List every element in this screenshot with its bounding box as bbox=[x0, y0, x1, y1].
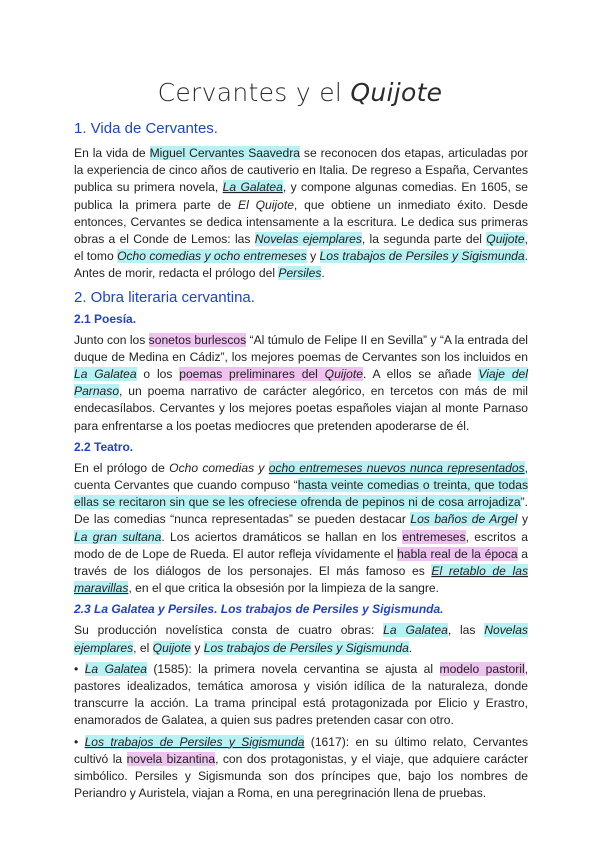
text-run: a través de los diálogos de los personajes. El más famoso es bbox=[74, 546, 528, 579]
text-run: ocho entremeses nuevos nunca representados bbox=[268, 460, 525, 475]
text-run: El retablo de las maravillas bbox=[74, 564, 528, 596]
text-run: , un poema narrativo de carácter alegórico, en tercetos con más de mil endecasílabos. Cervantes y los mejores poetas españoles viajan al monte Parnaso para enfrentarse a los poetas mediocres que pretenden apoderarse de él. bbox=[74, 384, 528, 433]
text-run: poemas preliminares del bbox=[179, 367, 325, 382]
text-run: “Al túmulo de Felipe II en Sevilla” y “A la entrada del duque de Medina en Cádiz”, los mejores poemas de Cervantes son los incluidos en bbox=[74, 332, 528, 364]
text-run: Persiles bbox=[278, 266, 322, 281]
text-run: (1585): la primera novela cervantina se ajusta al bbox=[146, 661, 440, 676]
text-run: , la segunda parte del bbox=[361, 232, 487, 247]
text-run: ”. De las comedias “nunca representadas” se pueden destacar bbox=[74, 495, 528, 527]
text-run: y bbox=[306, 249, 320, 264]
section-2-heading: 2. Obra literaria cervantina. bbox=[74, 288, 255, 306]
text-run: Los trabajos de Persiles y Sigismunda bbox=[319, 249, 525, 264]
text-run: La Galatea bbox=[84, 661, 147, 676]
text-run: . Antes de morir, redacta el prólogo del bbox=[74, 249, 529, 281]
text-run: Ocho comedias y ocho entremeses bbox=[117, 249, 307, 264]
text-run: . bbox=[408, 640, 413, 655]
text-run: Junto con los bbox=[74, 332, 149, 347]
text-run: se reconocen dos etapas, articuladas por la experiencia de cinco años de cautiverio en Italia. De regreso a España, Cervantes publica su primera novela, bbox=[74, 146, 528, 195]
text-run: entremeses bbox=[402, 529, 466, 544]
document-body bbox=[74, 119, 528, 803]
text-run: . bbox=[321, 266, 325, 281]
text-run: novela bizantina bbox=[126, 751, 216, 766]
text-run: modelo pastoril bbox=[439, 661, 525, 676]
text-run: . A ellos se añade bbox=[362, 367, 479, 382]
section-1-heading: 1. Vida de Cervantes. bbox=[74, 120, 218, 137]
text-run: Quijote bbox=[486, 232, 525, 247]
text-run: , con dos protagonistas, y el viaje, que adquiere carácter simbólico. Persiles y Sigismunda son dos príncipes que, bajo los nombres de Periandro y Auristela, viajan a Roma, en una peregrinación llena de pruebas. bbox=[74, 751, 528, 801]
text-run: y bbox=[190, 640, 204, 655]
section-2-1-heading: 2.1 Poesía. bbox=[74, 311, 137, 326]
section-1-paragraph bbox=[74, 145, 528, 283]
section-2-2-paragraph bbox=[74, 460, 528, 598]
text-run: La Galatea bbox=[383, 623, 448, 638]
text-run: Quijote bbox=[324, 367, 363, 382]
title-text: Cervantes y el bbox=[157, 78, 343, 107]
text-run: , en el que critica la obsesión por la limpieza de la sangre. bbox=[128, 581, 440, 596]
text-run: La Galatea bbox=[222, 180, 283, 195]
text-run: , cuenta Cervantes que cuando compuso “ bbox=[74, 460, 528, 493]
page-title bbox=[0, 78, 600, 107]
title-italic: Quijote bbox=[350, 78, 443, 107]
bullet-persiles bbox=[74, 734, 528, 803]
text-run: . Los aciertos dramáticos se hallan en los bbox=[161, 529, 403, 544]
text-run: Viaje del Parnaso bbox=[74, 367, 528, 399]
text-run: Miguel Cervantes Saavedra bbox=[149, 146, 300, 160]
text-run: y bbox=[517, 512, 528, 527]
section-2-3-intro bbox=[74, 622, 528, 656]
text-run: , el tomo bbox=[74, 232, 528, 264]
text-run: Los baños de Argel bbox=[410, 512, 518, 527]
text-run: • bbox=[74, 734, 85, 749]
text-run: Quijote bbox=[152, 640, 191, 655]
bullet-la-galatea bbox=[74, 661, 528, 730]
text-run: La gran sultana bbox=[74, 529, 162, 544]
text-run: Los trabajos de Persiles y Sigismunda bbox=[84, 734, 305, 749]
text-run: , el bbox=[133, 640, 153, 655]
text-run: • bbox=[74, 661, 85, 676]
text-run: Novelas ejemplares bbox=[254, 232, 362, 247]
text-run: , pastores idealizados, temática amorosa y visión idílica de la naturaleza, donde transcurre la acción. La trama principal está protagonizada por Elicio y Erastro, enamorados de Galatea, a quien sus padres pretenden casar con otro. bbox=[74, 661, 529, 728]
text-run: Los trabajos de Persiles y Sigismunda bbox=[203, 640, 409, 655]
text-run: hasta veinte comedias o treinta, que todas ellas se recitaron sin que se les ofreciese ofrenda de pepinos ni de cosa arrojadiza bbox=[74, 478, 528, 510]
text-run: Su producción novelística consta de cuatro obras: bbox=[74, 623, 384, 638]
text-run: , y compone algunas comedias. En 1605, se publica la primera parte de bbox=[74, 180, 529, 212]
text-run: o los bbox=[136, 367, 180, 382]
text-run: habla real de la época bbox=[397, 546, 518, 561]
section-2-1-paragraph bbox=[74, 332, 528, 435]
text-run: La Galatea bbox=[74, 367, 137, 382]
text-run: El Quijote bbox=[238, 197, 294, 212]
text-run: , escritos a modo de de Lope de Rueda. El autor refleja vívidamente el bbox=[74, 529, 528, 561]
text-run: , las bbox=[447, 623, 485, 638]
text-run: Ocho comedias y bbox=[169, 460, 269, 475]
text-run: En la vida de bbox=[74, 146, 150, 160]
text-run: En el prólogo de bbox=[74, 460, 170, 475]
text-run: sonetos burlescos bbox=[148, 332, 247, 347]
section-2-3-heading: 2.3 La Galatea y Persiles. Los trabajos de Persiles y Sigismunda. bbox=[74, 602, 444, 617]
section-2-2-heading: 2.2 Teatro. bbox=[74, 439, 134, 454]
text-run: , que obtiene un inmediato éxito. Desde entonces, Cervantes se dedica intensamente a la escritura. Le dedica sus primeras obras a el Conde de Lemos: las bbox=[74, 197, 528, 247]
text-run: Novelas ejemplares bbox=[74, 623, 528, 655]
text-run: (1617): en su último relato, Cervantes cultivó la bbox=[74, 734, 528, 766]
